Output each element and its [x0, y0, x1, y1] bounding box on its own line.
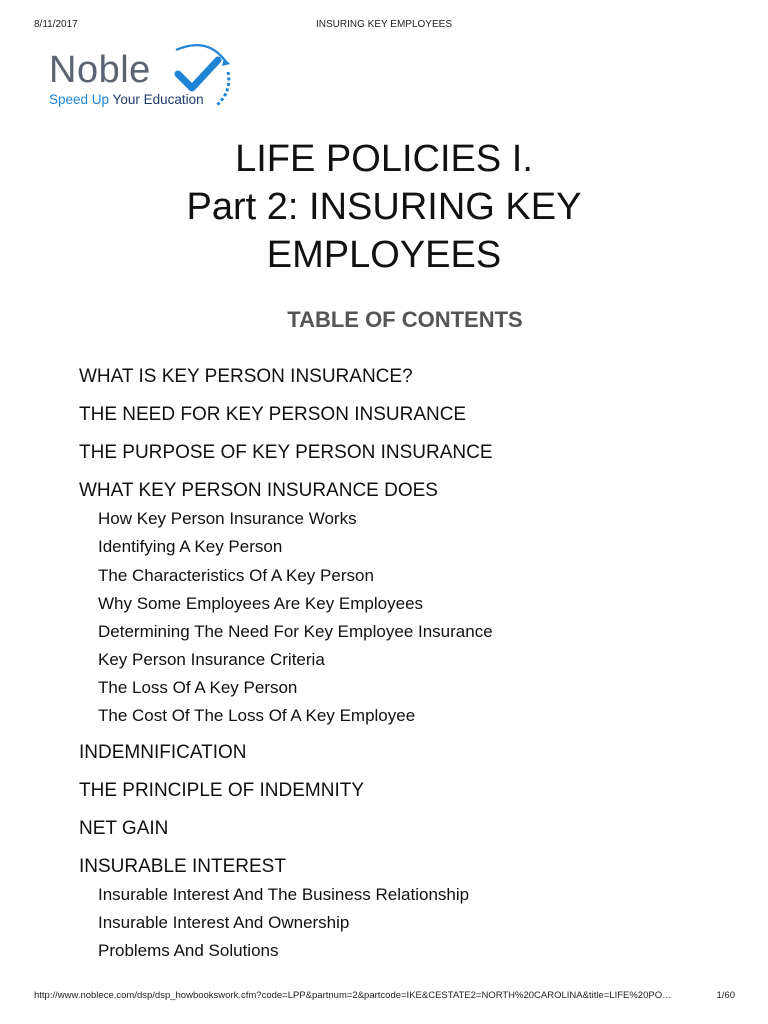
title-line-3: EMPLOYEES — [266, 234, 502, 276]
print-date: 8/11/2017 — [34, 19, 78, 30]
toc-subsection-link[interactable]: Why Some Employees Are Key Employees — [98, 594, 424, 613]
logo-tagline-part2: Your Education — [109, 92, 204, 107]
footer-page-number: 1/60 — [716, 990, 735, 1001]
title-line-2: Part 2: INSURING KEY — [186, 186, 582, 228]
print-header — [0, 0, 768, 40]
document-title — [0, 135, 768, 279]
toc-subsection-link[interactable]: Determining The Need For Key Employee Insurance — [98, 622, 493, 641]
toc-subsection-link[interactable]: How Key Person Insurance Works — [98, 509, 357, 528]
toc-subsection-link[interactable]: Problems And Solutions — [98, 941, 279, 960]
toc-section-link[interactable]: NET GAIN — [79, 818, 169, 839]
toc-subsection-link[interactable]: The Characteristics Of A Key Person — [98, 566, 374, 585]
toc-subsection-link[interactable]: Insurable Interest And Ownership — [98, 913, 350, 932]
toc-section-link[interactable]: THE NEED FOR KEY PERSON INSURANCE — [79, 404, 467, 425]
toc-section-link[interactable]: THE PURPOSE OF KEY PERSON INSURANCE — [79, 442, 493, 463]
toc-subsection-link[interactable]: Identifying A Key Person — [98, 537, 283, 556]
toc-section-link[interactable]: INDEMNIFICATION — [79, 742, 247, 763]
toc-section-link[interactable]: WHAT KEY PERSON INSURANCE DOES — [79, 480, 438, 501]
toc-section-link[interactable]: WHAT IS KEY PERSON INSURANCE? — [79, 366, 413, 387]
logo-tagline-part1: Speed Up — [49, 92, 110, 107]
noble-logo[interactable] — [46, 40, 236, 115]
toc-section-link[interactable]: THE PRINCIPLE OF INDEMNITY — [79, 780, 365, 801]
title-line-1: LIFE POLICIES I. — [235, 138, 533, 180]
checkmark-swoosh-icon — [168, 40, 234, 112]
toc-section-link[interactable]: INSURABLE INTEREST — [79, 856, 286, 877]
toc-subsection-link[interactable]: The Cost Of The Loss Of A Key Employee — [98, 706, 416, 725]
print-title: INSURING KEY EMPLOYEES — [316, 19, 452, 30]
toc-subsection-link[interactable]: The Loss Of A Key Person — [98, 678, 298, 697]
toc-heading: TABLE OF CONTENTS — [287, 307, 523, 332]
logo-wordmark: Noble — [49, 49, 151, 91]
toc-subsection-link[interactable]: Key Person Insurance Criteria — [98, 650, 325, 669]
toc-subsection-link[interactable]: Insurable Interest And The Business Relationship — [98, 885, 470, 904]
footer-url[interactable]: http://www.noblece.com/dsp/dsp_howbookswork.cfm?code=LPP&partnum=2&partcode=IKE&CESTATE2=NORTH%20CAROLINA&title=LIFE%20PO… — [34, 990, 672, 1001]
